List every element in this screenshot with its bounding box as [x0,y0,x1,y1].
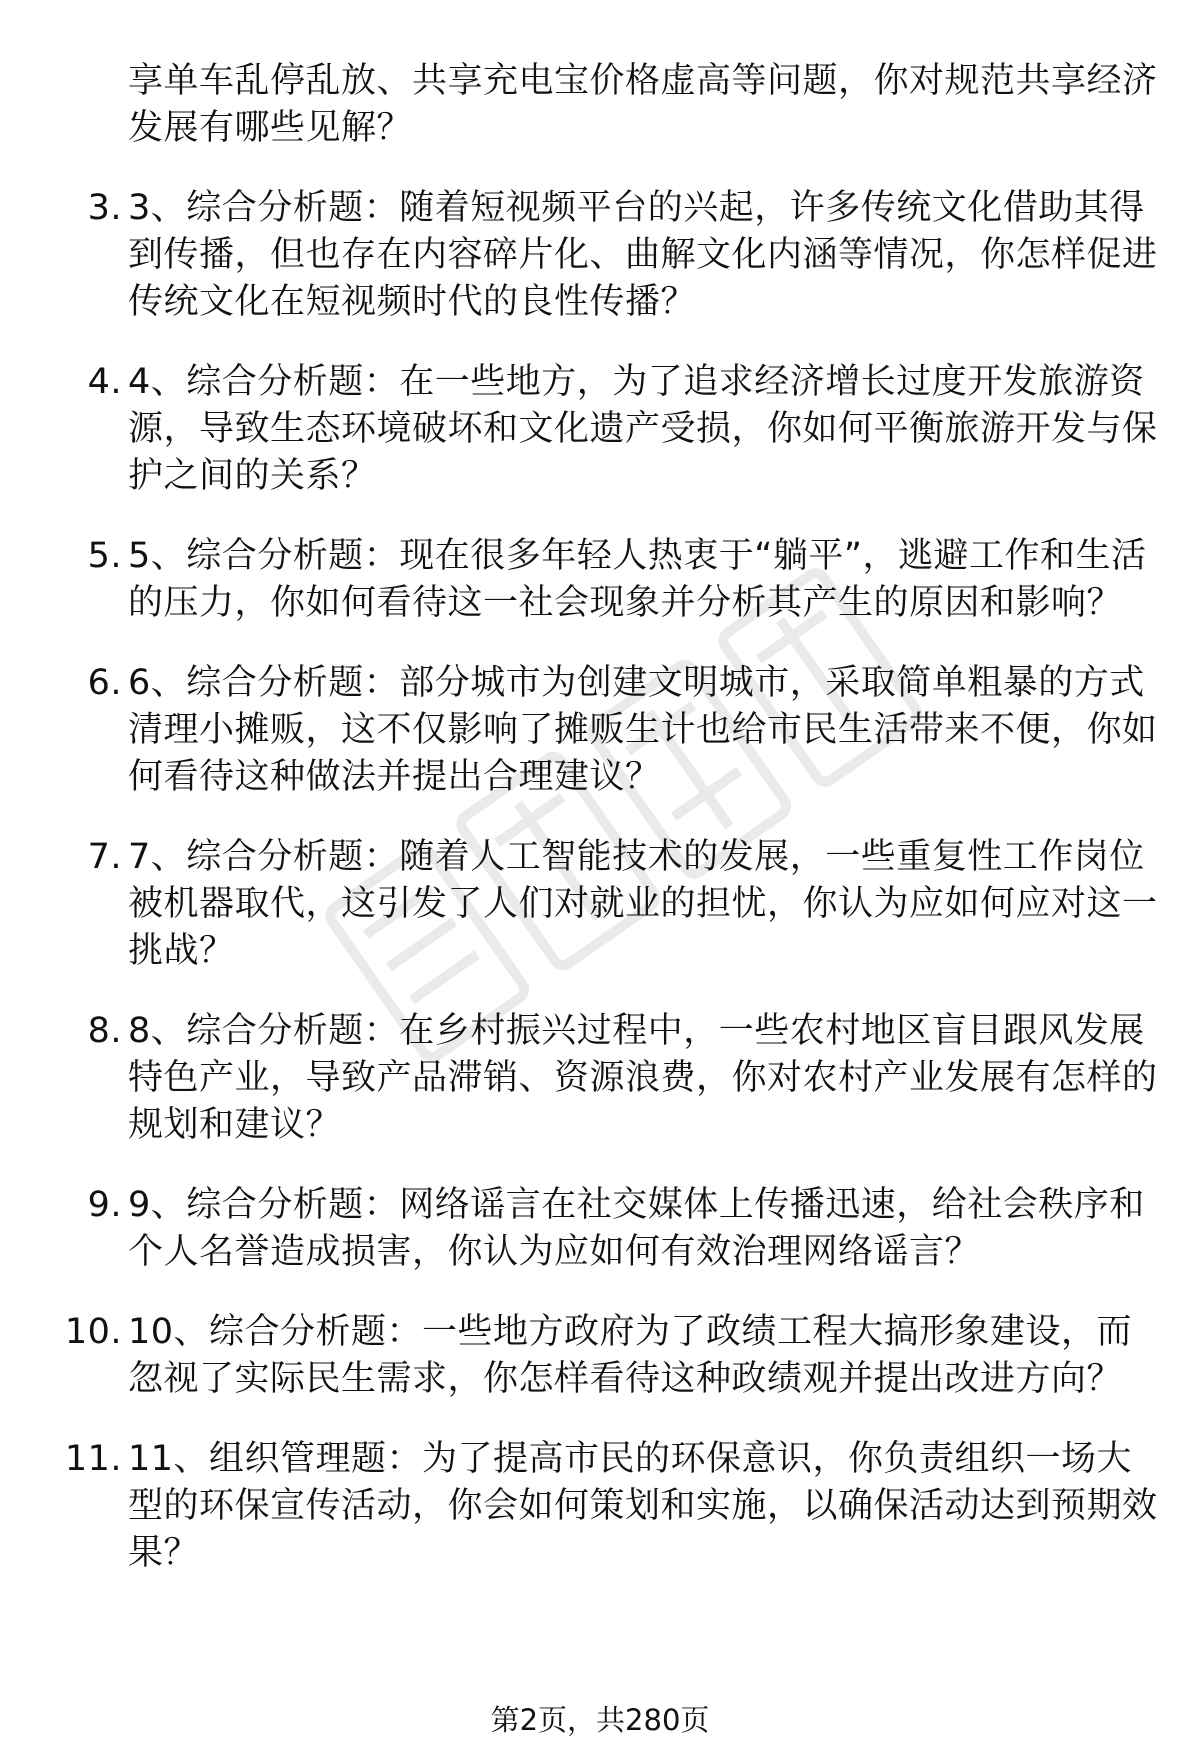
list-item [0,1182,1200,1276]
item-number: 9. [87,1185,122,1225]
list-item [0,1309,1200,1403]
item-text: 9、综合分析题：网络谣言在社交媒体上传播迅速，给社会秩序和个人名誉造成损害，你认为应如何有效治理网络谣言？ [128,1185,1145,1272]
item-number: 11. [64,1439,122,1479]
list-item [0,533,1200,627]
item-number: 8. [87,1011,122,1051]
item-text: 4、综合分析题：在一些地方，为了追求经济增长过度开发旅游资源，导致生态环境破坏和文化遗产受损，你如何平衡旅游开发与保护之间的关系？ [128,362,1158,496]
item-text: 3、综合分析题：随着短视频平台的兴起，许多传统文化借助其得到传播，但也存在内容碎片化、曲解文化内涵等情况，你怎样促进传统文化在短视频时代的良性传播？ [128,188,1158,322]
list-item [0,1436,1200,1577]
item-number: 7. [87,837,122,877]
item-number: 10. [64,1312,122,1352]
list-item [0,359,1200,500]
item-text: 10、综合分析题：一些地方政府为了政绩工程大搞形象建设，而忽视了实际民生需求，你怎样看待这种政绩观并提出改进方向？ [128,1312,1133,1399]
item-text: 享单车乱停乱放、共享充电宝价格虚高等问题，你对规范共享经济发展有哪些见解？ [128,61,1158,148]
item-number: 6. [87,663,122,703]
item-text: 6、综合分析题：部分城市为创建文明城市，采取简单粗暴的方式清理小摊贩，这不仅影响了摊贩生计也给市民生活带来不便，你如何看待这种做法并提出合理建议？ [128,663,1158,797]
item-text: 5、综合分析题：现在很多年轻人热衷于“躺平”，逃避工作和生活的压力，你如何看待这一社会现象并分析其产生的原因和影响？ [128,536,1147,623]
item-text: 7、综合分析题：随着人工智能技术的发展，一些重复性工作岗位被机器取代，这引发了人们对就业的担忧，你认为应如何应对这一挑战？ [128,837,1158,971]
list-item [0,185,1200,326]
item-text: 8、综合分析题：在乡村振兴过程中，一些农村地区盲目跟风发展特色产业，导致产品滞销、资源浪费，你对农村产业发展有怎样的规划和建议？ [128,1011,1158,1145]
question-list [0,58,1200,1610]
page-footer: 第2页，共280页 [490,1703,710,1737]
list-item [0,660,1200,801]
item-number: 3. [87,188,122,228]
list-item [0,834,1200,975]
list-item [0,58,1200,152]
list-item [0,1008,1200,1149]
item-number: 5. [87,536,122,576]
item-text: 11、组织管理题：为了提高市民的环保意识，你负责组织一场大型的环保宣传活动，你会如何策划和实施，以确保活动达到预期效果？ [128,1439,1158,1573]
item-number: 4. [87,362,122,402]
